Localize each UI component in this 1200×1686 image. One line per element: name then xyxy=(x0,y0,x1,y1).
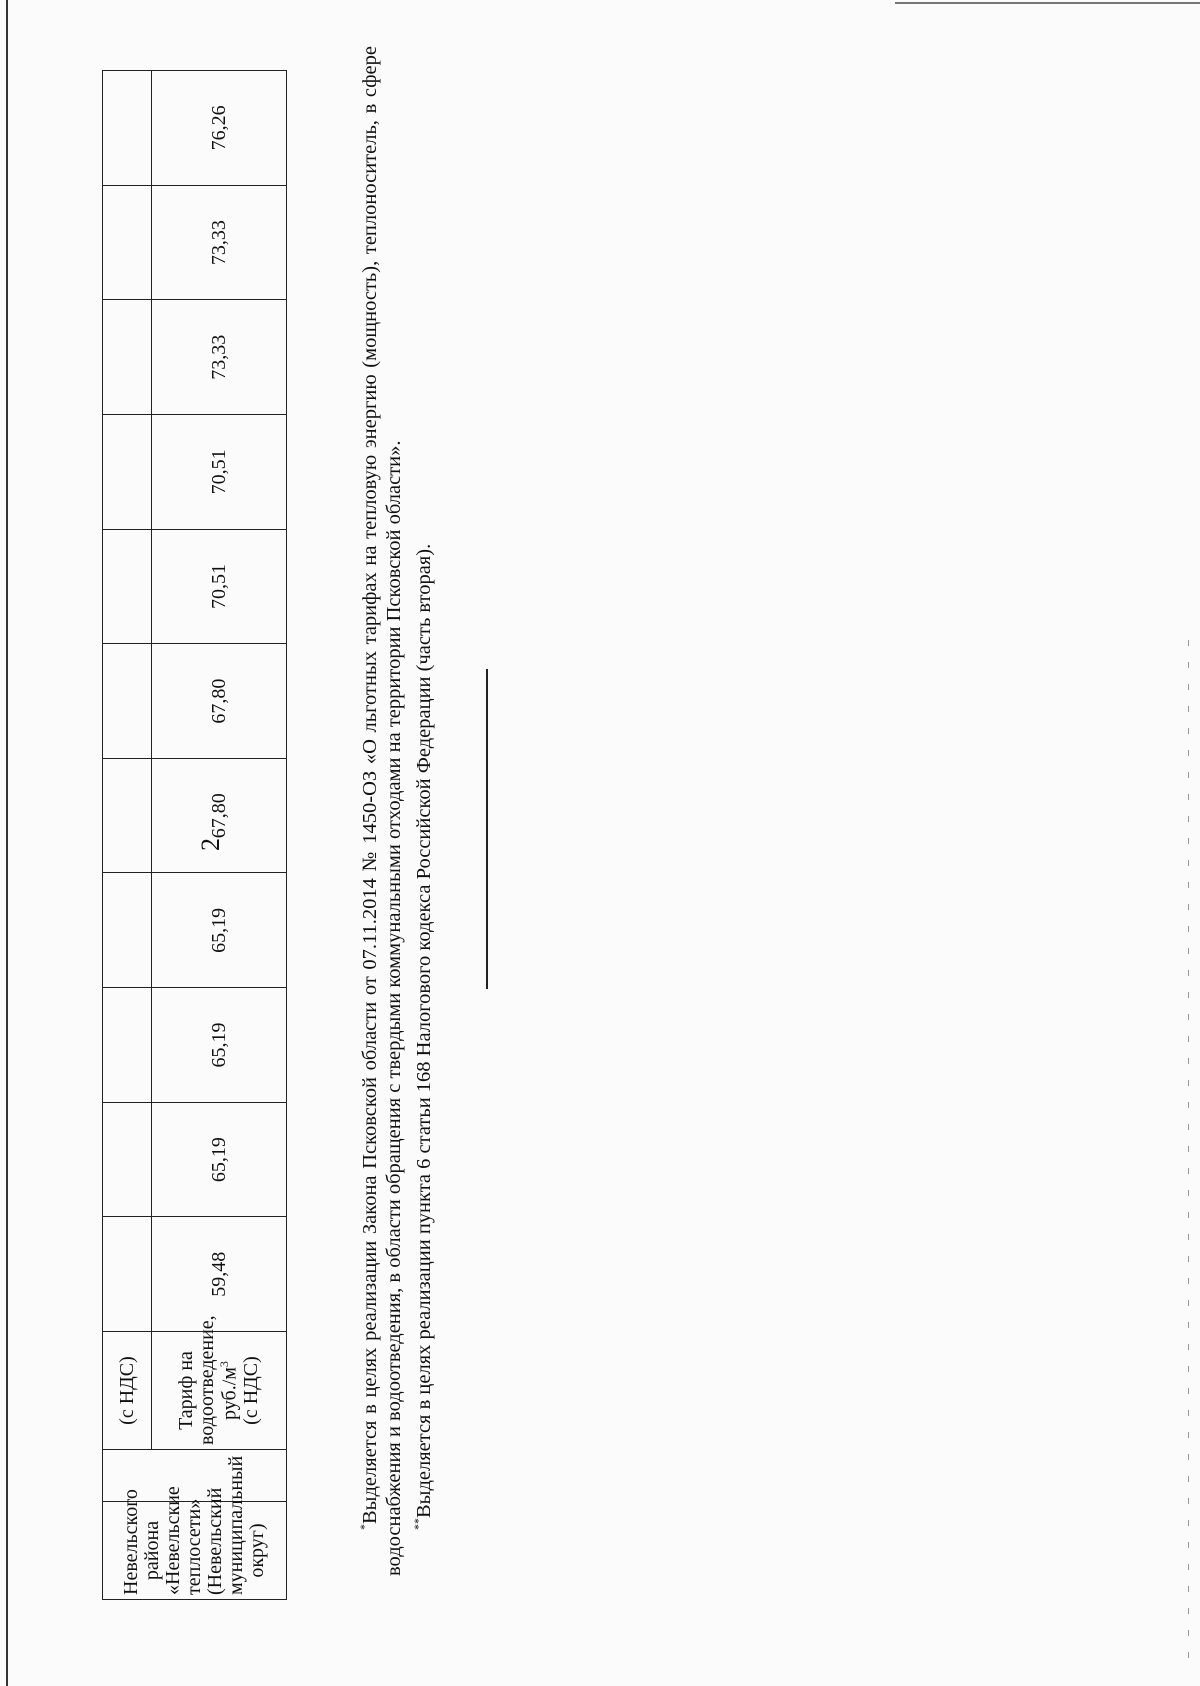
page-number: 2 xyxy=(196,838,225,851)
table-cell xyxy=(103,71,152,186)
tariff-table xyxy=(102,70,287,1600)
table-cell xyxy=(103,1102,152,1217)
table-cell xyxy=(103,1217,152,1332)
table-cell xyxy=(103,644,152,759)
table-cell xyxy=(103,758,152,873)
table-cell xyxy=(103,988,152,1103)
row1-label: (с НДС) xyxy=(103,1332,152,1450)
closing-rule xyxy=(486,669,488,989)
table-cell xyxy=(103,873,152,988)
table-org-cell: Невельского района «Невельские теплосети» (Невельский муниципальный округ) xyxy=(103,1502,287,1600)
table-cell: 67,80 xyxy=(152,758,287,873)
footnote-1: *Выделяется в целях реализации Закона Псковской области от 07.11.2014 № 1450-ОЗ «О льготных тарифах на тепловую энергию (мощность), теплоноситель, в сфере водоснабжения и водоотведения, в области обращения с твердыми коммунальными отходами на территории Псковской области». xyxy=(357,46,405,1576)
table-cell xyxy=(103,415,152,530)
table-cell xyxy=(103,300,152,415)
table-cell xyxy=(103,529,152,644)
table-cell: 67,80 xyxy=(152,644,287,759)
table-cell: 73,33 xyxy=(152,300,287,415)
table-row-vat xyxy=(103,71,152,1600)
footnotes xyxy=(352,46,436,1576)
table-cell: 76,26 xyxy=(152,71,287,186)
table-cell: 65,19 xyxy=(152,873,287,988)
row2-label: Тариф на водоотведение, $руб./м^3$ (с НДС) xyxy=(152,1332,287,1450)
table-row-tariff xyxy=(152,71,287,1600)
table-cell xyxy=(103,185,152,300)
footnote-2: **Выделяется в целях реализации пункта 6 статьи 168 Налогового кодекса Российской Федерации (часть вторая). xyxy=(410,543,435,1530)
table-cell: 70,51 xyxy=(152,415,287,530)
table-cell: 70,51 xyxy=(152,529,287,644)
table-cell: 65,19 xyxy=(152,988,287,1103)
table-cell: 65,19 xyxy=(152,1102,287,1217)
table-cell: 59,48 xyxy=(152,1217,287,1332)
table-cell: 73,33 xyxy=(152,185,287,300)
